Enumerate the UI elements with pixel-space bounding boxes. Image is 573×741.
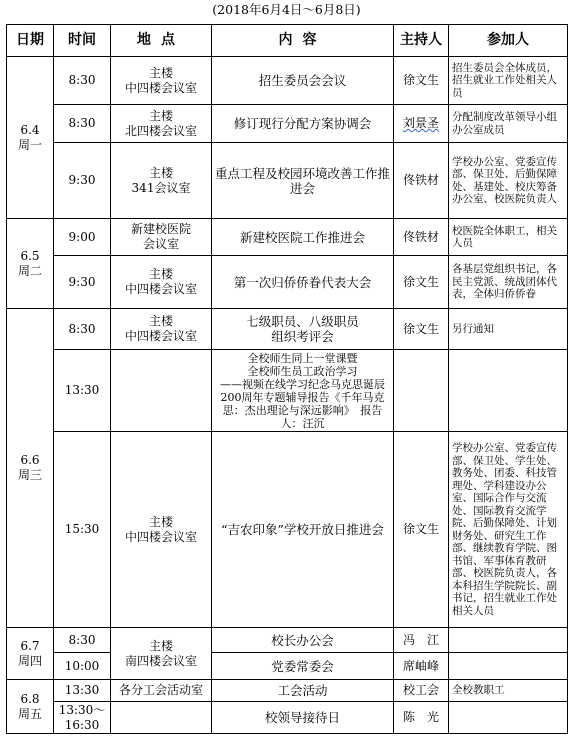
header-content: 内容	[212, 25, 394, 57]
table-row	[7, 702, 568, 734]
host-name: 刘景圣	[402, 116, 439, 130]
table-row	[7, 219, 568, 256]
participants-cell: 校医院全体职工，相关人员	[449, 219, 568, 256]
host-cell: 徐文生	[394, 432, 449, 628]
header-participants: 参加人	[449, 25, 568, 57]
time-cell: 9:00	[54, 219, 111, 256]
table-row	[7, 680, 568, 702]
participants-cell	[449, 350, 568, 432]
time-cell: 13:30	[54, 680, 111, 702]
participants-cell	[449, 628, 568, 653]
host-cell: 席岫峰	[394, 653, 449, 680]
time-cell: 8:30	[54, 628, 111, 653]
location-cell: 主楼 中四楼会议室	[111, 309, 212, 350]
time-cell: 8:30	[54, 105, 111, 143]
host-cell: 徐文生	[394, 57, 449, 105]
participants-cell: 分配制度改革领导小组办公室成员	[449, 105, 568, 143]
location-cell	[111, 702, 212, 734]
host-cell: 佟铁材	[394, 219, 449, 256]
content-cell: 招生委员会会议	[212, 57, 394, 105]
host-cell	[394, 105, 449, 143]
host-cell: 徐文生	[394, 256, 449, 309]
host-cell: 徐文生	[394, 309, 449, 350]
date: 6.7	[20, 638, 40, 653]
weekday: 周五	[17, 706, 42, 721]
participants-cell	[449, 702, 568, 734]
host-cell: 冯 江	[394, 628, 449, 653]
schedule-title: (2018年6月4日～6月8日)	[212, 2, 361, 17]
host-cell	[394, 350, 449, 432]
location-cell: 各分工会活动室	[111, 680, 212, 702]
content-cell: 重点工程及校园环境改善工作推进会	[212, 143, 394, 219]
weekday: 周四	[17, 653, 42, 668]
weekday: 周一	[17, 137, 42, 152]
content-cell: 党委常委会	[212, 653, 394, 680]
content-cell: “吉农印象”学校开放日推进会	[212, 432, 394, 628]
content-cell: 校领导接待日	[212, 702, 394, 734]
table-row	[7, 143, 568, 219]
header-location: 地点	[111, 25, 212, 57]
table-row	[7, 105, 568, 143]
location-cell: 主楼 341会议室	[111, 143, 212, 219]
time-cell: 9:30	[54, 256, 111, 309]
date-cell-mon	[7, 57, 54, 219]
content-cell: 工会活动	[212, 680, 394, 702]
table-row	[7, 309, 568, 350]
content-cell: 校长办公会	[212, 628, 394, 653]
weekday: 周二	[17, 263, 42, 278]
time-cell: 15:30	[54, 432, 111, 628]
header-time: 时间	[54, 25, 111, 57]
header-row	[7, 25, 568, 57]
date-cell-tue	[7, 219, 54, 309]
table-row	[7, 57, 568, 105]
participants-cell: 全校教职工	[449, 680, 568, 702]
content-cell: 修订现行分配方案协调会	[212, 105, 394, 143]
date: 6.4	[20, 122, 40, 137]
table-row	[7, 256, 568, 309]
content-cell: 第一次归侨侨眷代表大会	[212, 256, 394, 309]
participants-cell: 学校办公室、党委宣传部、保卫处、后勤保障处、基建处、校庆筹备办公室、校医院负责人	[449, 143, 568, 219]
table-row	[7, 628, 568, 653]
location-cell	[111, 350, 212, 432]
table-row	[7, 350, 568, 432]
schedule-table	[6, 24, 568, 734]
location-cell: 主楼 中四楼会议室	[111, 256, 212, 309]
date-cell-wed	[7, 309, 54, 628]
content-cell: 全校师生同上一堂课暨 全校师生员工政治学习 ——视频在线学习纪念马克思诞辰200周年专题辅导报告《千年马克思：杰出理论与深远影响》 报告人：汪沉	[212, 350, 394, 432]
time-cell: 13:30～ 16:30	[54, 702, 111, 734]
date-cell-fri	[7, 680, 54, 734]
time-cell: 8:30	[54, 57, 111, 105]
table-row	[7, 432, 568, 628]
location-cell: 主楼 中四楼会议室	[111, 57, 212, 105]
location-cell: 主楼 北四楼会议室	[111, 105, 212, 143]
weekday: 周三	[17, 468, 42, 482]
header-host: 主持人	[394, 25, 449, 57]
location-cell: 主楼 南四楼会议室	[111, 628, 212, 680]
date: 6.8	[20, 691, 40, 706]
participants-cell: 另行通知	[449, 309, 568, 350]
host-cell: 校工会	[394, 680, 449, 702]
date: 6.5	[20, 248, 40, 263]
time-cell: 9:30	[54, 143, 111, 219]
participants-cell: 学校办公室、党委宣传部、保卫处、学生处、教务处、团委、科技管理处、学科建设办公室、国际合作与交流处、国际教育交流学院、后勤保障处、计划财务处、研究生工作部、继续教育学院、图书馆、军事体育教研部、校医院负责人，各本科招生学院院长、副书记，招生就业工作处相关人员	[449, 432, 568, 628]
host-cell: 佟铁材	[394, 143, 449, 219]
content-cell: 新建校医院工作推进会	[212, 219, 394, 256]
header-date: 日期	[7, 25, 54, 57]
participants-cell: 各基层党组织书记，各民主党派、统战团体代表，全体归侨侨眷	[449, 256, 568, 309]
content-cell: 七级职员、八级职员 组织考评会	[212, 309, 394, 350]
participants-cell	[449, 653, 568, 680]
host-cell: 陈 光	[394, 702, 449, 734]
date: 6.6	[20, 453, 40, 467]
participants-cell: 招生委员会全体成员，招生就业工作处相关人员	[449, 57, 568, 105]
time-cell: 13:30	[54, 350, 111, 432]
location-cell: 主楼 中四楼会议室	[111, 432, 212, 628]
date-cell-thu	[7, 628, 54, 680]
table-row	[7, 653, 568, 680]
time-cell: 8:30	[54, 309, 111, 350]
time-cell: 10:00	[54, 653, 111, 680]
location-cell: 新建校医院 会议室	[111, 219, 212, 256]
